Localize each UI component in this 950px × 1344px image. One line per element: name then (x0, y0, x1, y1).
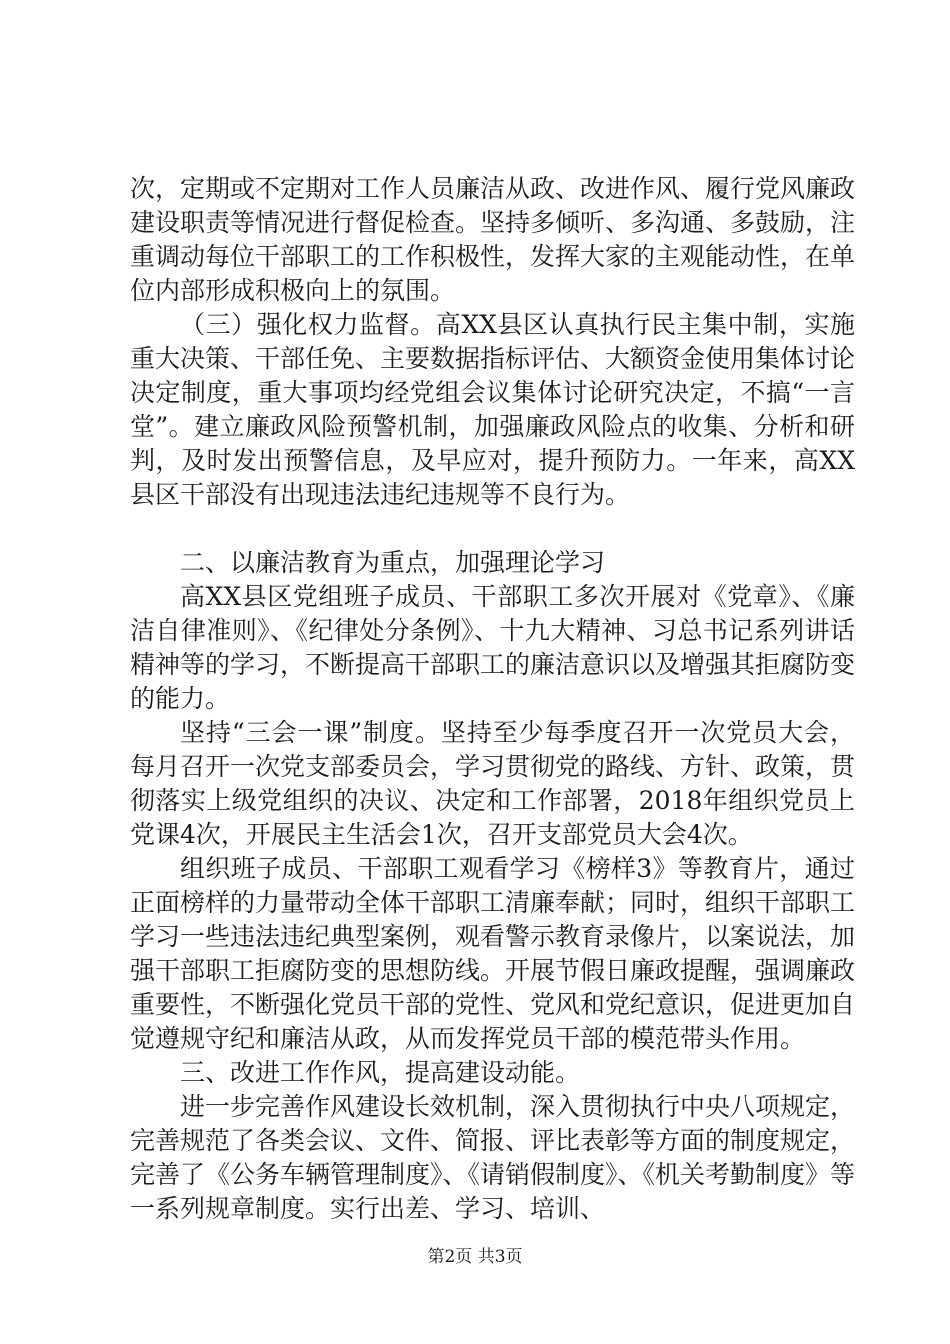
paragraph-3: 高XX县区党组班子成员、干部职工多次开展对《党章》、《廉洁自律准则》、《纪律处分条例》、十九大精神、习总书记系列讲话精神等的学习，不断提高干部职工的廉洁意识以及增强其拒腐防变的能力。 (130, 582, 856, 713)
section-heading-3: 三、改进工作作风，提高建设动能。 (180, 1058, 581, 1087)
paragraph-6: 进一步完善作风建设长效机制，深入贯彻执行中央八项规定，完善规范了各类会议、文件、简报、评比表彰等方面的制度规定，完善了《公务车辆管理制度》、《请销假制度》、《机关考勤制度》等一系列规章制度。实行出差、学习、培训、 (130, 1092, 856, 1223)
paragraph-2: （三）强化权力监督。高XX县区认真执行民主集中制，实施重大决策、干部任免、主要数据指标评估、大额资金使用集体讨论决定制度，重大事项均经党组会议集体讨论研究决定，不搞“一言堂”。建立廉政风险预警机制，加强廉政风险点的收集、分析和研判，及时发出预警信息，及早应对，提升预防力。一年来，高XX县区干部没有出现违法违纪违规等不良行为。 (130, 310, 856, 509)
page-number-label: 第2页 共3页 (427, 1247, 523, 1267)
page-footer (0, 1246, 950, 1268)
paragraph-5: 组织班子成员、干部职工观看学习《榜样3》等教育片，通过正面榜样的力量带动全体干部职工清廉奉献；同时，组织干部职工学习一些违法违纪典型案例，观看警示教育录像片，以案说法，加强干部职工拒腐防变的思想防线。开展节假日廉政提醒，强调廉政重要性，不断强化党员干部的党性、党风和党纪意识，促进更加自觉遵规守纪和廉洁从政，从而发挥党员干部的模范带头作用。 (130, 854, 856, 1053)
document-body (130, 172, 855, 1226)
paragraph-4: 坚持“三会一课”制度。坚持至少每季度召开一次党员大会，每月召开一次党支部委员会，学习贯彻党的路线、方针、政策，贯彻落实上级党组织的决议、决定和工作部署，2018年组织党员上党课4次，开展民主生活会1次，召开支部党员大会4次。 (130, 718, 856, 849)
section-heading-2: 二、以廉洁教育为重点，加强理论学习 (180, 548, 606, 577)
paragraph-1: 次，定期或不定期对工作人员廉洁从政、改进作风、履行党风廉政建设职责等情况进行督促检查。坚持多倾听、多沟通、多鼓励，注重调动每位干部职工的工作积极性，发挥大家的主观能动性，在单位内部形成积极向上的氛围。 (130, 174, 856, 305)
